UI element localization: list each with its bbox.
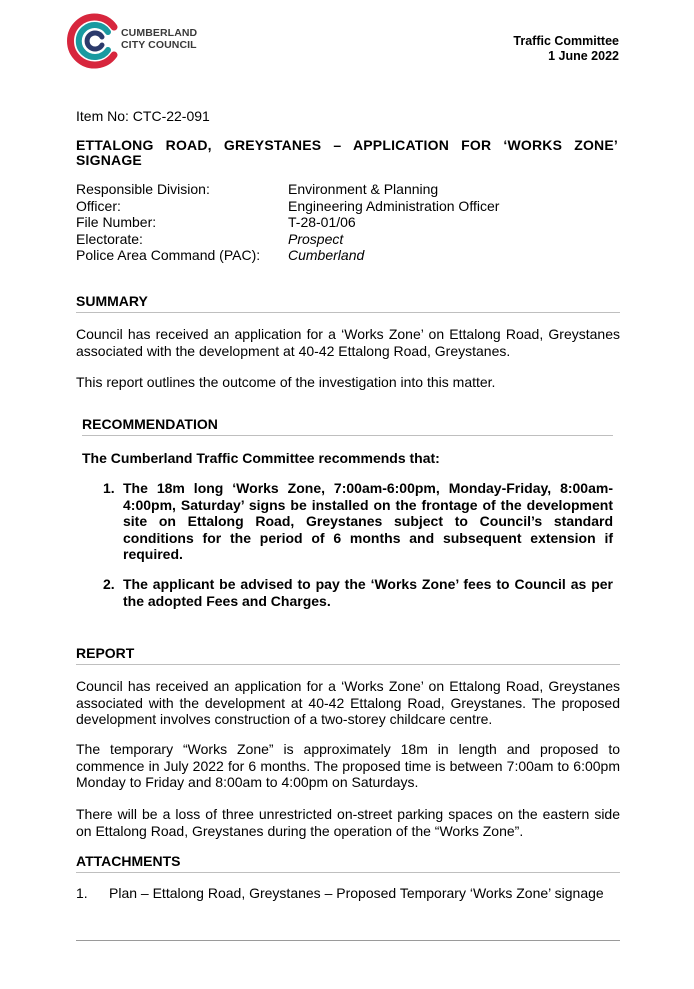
report-title: ETTALONG ROAD, GREYSTANES – APPLICATION FOR ‘WORKS ZONE’ SIGNAGE — [76, 137, 618, 168]
meta-label: Officer: — [76, 197, 121, 214]
attachment-link[interactable]: Plan – Ettalong Road, Greystanes – Proposed Temporary ‘Works Zone’ signage — [109, 885, 604, 901]
meta-value: T-28-01/06 — [288, 214, 356, 230]
meta-table — [76, 181, 499, 264]
recommendation-text: The 18m long ‘Works Zone, 7:00am-6:00pm, Monday-Friday, 8:00am-4:00pm, Saturday’ signs be installed on the frontage of the development site on Ettalong Road, Greystanes subject to Council’s standard conditions for the period of 6 months and subsequent extension if required. — [123, 480, 613, 562]
council-logo-mark-icon — [66, 13, 122, 69]
committee-name: Traffic Committee — [513, 34, 619, 48]
meta-row-pac — [76, 247, 499, 264]
recommendation-item — [103, 480, 613, 563]
report-paragraph-3: There will be a loss of three unrestricted on-street parking spaces on the eastern side on Ettalong Road, Greystanes during the operation of the “Works Zone”. — [76, 806, 620, 839]
attachment-number: 1. — [76, 885, 88, 901]
recommendation-heading: RECOMMENDATION — [82, 416, 613, 436]
meta-row-division — [76, 181, 499, 198]
meta-value: Cumberland — [288, 247, 365, 263]
attachments-heading: ATTACHMENTS — [76, 853, 620, 873]
summary-paragraph-2: This report outlines the outcome of the investigation into this matter. — [76, 374, 496, 390]
recommendation-number: 2. — [103, 576, 115, 592]
logo-line-1: CUMBERLAND — [121, 27, 198, 39]
report-paragraph-2: The temporary “Works Zone” is approximately 18m in length and proposed to commence in July 2022 for 6 months. The proposed time is between 7:00am to 6:00pm Monday to Friday and 8:00am to 4:00pm on Saturdays. — [76, 741, 620, 790]
logo-line-2: CITY COUNCIL — [121, 39, 197, 51]
meta-label: Police Area Command (PAC): — [76, 247, 261, 263]
document-header — [513, 34, 619, 64]
summary-paragraph-1: Council has received an application for a ‘Works Zone’ on Ettalong Road, Greystanes associated with the development at 40-42 Ettalong Road, Greystanes. — [76, 326, 620, 359]
recommendation-item — [103, 576, 613, 609]
meeting-date: 1 June 2022 — [548, 49, 619, 63]
item-number: Item No: CTC-22-091 — [76, 108, 210, 124]
report-paragraph-1: Council has received an application for a ‘Works Zone’ on Ettalong Road, Greystanes associated with the development at 40-42 Ettalong Road, Greystanes. The proposed development involves construction of a two-storey childcare centre. — [76, 678, 620, 727]
attachment-item — [76, 885, 620, 901]
meta-row-officer — [76, 198, 499, 215]
meta-value: Engineering Administration Officer — [288, 197, 500, 214]
meta-label: Electorate: — [76, 230, 143, 247]
meta-row-electorate — [76, 231, 499, 248]
recommendation-number: 1. — [103, 480, 115, 496]
recommendation-text: The applicant be advised to pay the ‘Works Zone’ fees to Council as per the adopted Fees and Charges. — [123, 576, 613, 609]
meta-value: Prospect — [288, 230, 344, 247]
meta-value: Environment & Planning — [288, 181, 439, 197]
report-heading: REPORT — [76, 645, 620, 665]
logo-wordmark — [121, 27, 197, 51]
meta-label: File Number: — [76, 214, 157, 230]
council-logo — [66, 13, 196, 69]
recommendation-lead: The Cumberland Traffic Committee recommends that: — [82, 450, 440, 466]
meta-label: Responsible Division: — [76, 181, 210, 197]
meta-row-file-number — [76, 214, 499, 231]
summary-heading: SUMMARY — [76, 293, 620, 313]
footer-divider — [76, 940, 620, 941]
